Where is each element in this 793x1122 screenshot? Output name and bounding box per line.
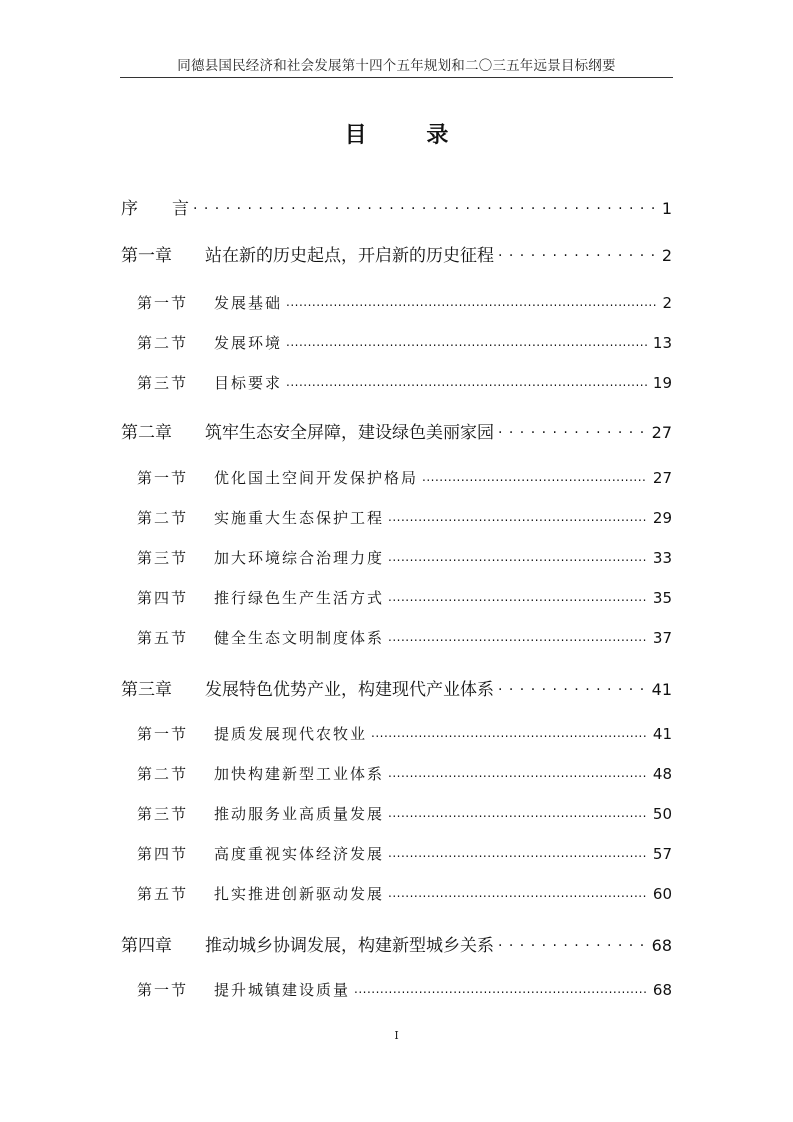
- toc-entry-label: 第五节: [137, 885, 189, 903]
- toc-section-entry[interactable]: [137, 843, 672, 864]
- toc-page-number: 2: [662, 294, 672, 312]
- toc-entry-title: 提质发展现代农牧业: [214, 725, 368, 743]
- toc-chapter-entry[interactable]: [121, 931, 672, 956]
- toc-section-entry[interactable]: [137, 467, 672, 488]
- toc-entry-title: 目标要求: [214, 374, 283, 392]
- toc-dot-leader: [371, 724, 647, 739]
- toc-entry-title: 推动服务业高质量发展: [214, 805, 385, 823]
- toc-dot-leader: [388, 804, 647, 819]
- toc-dot-leader: [498, 934, 646, 951]
- toc-section-entry[interactable]: [137, 587, 672, 608]
- toc-dot-leader: [286, 293, 656, 308]
- toc-page-number: 50: [652, 805, 672, 823]
- toc-page-number: 68: [651, 936, 672, 955]
- toc-entry-label: 第三节: [137, 549, 189, 567]
- toc-dot-leader: [388, 588, 647, 603]
- toc-page-number: 2: [661, 246, 672, 265]
- toc-section-entry[interactable]: [137, 979, 672, 1000]
- toc-page-number: 19: [652, 374, 672, 392]
- toc-section-entry[interactable]: [137, 723, 672, 744]
- toc-page-number: 27: [651, 423, 672, 442]
- toc-page-number: 60: [652, 885, 672, 903]
- toc-chapter-entry[interactable]: [121, 194, 672, 219]
- toc-entry-title: 发展环境: [214, 334, 283, 352]
- toc-entry-label: 第一节: [137, 981, 189, 999]
- toc-section-entry[interactable]: [137, 292, 672, 313]
- toc-entry-label: 第二节: [137, 765, 189, 783]
- toc-chapter-entry[interactable]: [121, 675, 672, 700]
- toc-page-number: 41: [652, 725, 672, 743]
- toc-entry-title: 加快构建新型工业体系: [214, 765, 385, 783]
- toc-page-number: 37: [652, 629, 672, 647]
- toc-dot-leader: [498, 244, 656, 261]
- toc-entry-title: 提升城镇建设质量: [214, 981, 351, 999]
- toc-entry-label: 第三节: [137, 374, 189, 392]
- toc-entry-title: 加大环境综合治理力度: [214, 549, 385, 567]
- toc-dot-leader: [388, 844, 647, 859]
- toc-chapter-entry[interactable]: [121, 418, 672, 443]
- toc-section-entry[interactable]: [137, 547, 672, 568]
- toc-dot-leader: [286, 373, 647, 388]
- toc-entry-title: 优化国土空间开发保护格局: [214, 469, 419, 487]
- toc-page-number: 27: [652, 469, 672, 487]
- toc-section-entry[interactable]: [137, 627, 672, 648]
- toc-entry-label: 第一节: [137, 725, 189, 743]
- page-title: 目 录: [344, 123, 475, 148]
- toc-page-number: 13: [652, 334, 672, 352]
- toc-dot-leader: [422, 468, 647, 483]
- toc-dot-leader: [388, 884, 647, 899]
- toc-entry-label: 第二章: [121, 423, 172, 443]
- toc-page-number: 68: [652, 981, 672, 999]
- toc-entry-title: 实施重大生态保护工程: [214, 509, 385, 527]
- toc-entry-label: 第三节: [137, 805, 189, 823]
- toc-entry-title: 推动城乡协调发展，构建新型城乡关系: [205, 936, 494, 956]
- toc-dot-leader: [286, 333, 647, 348]
- toc-page-number: 35: [652, 589, 672, 607]
- toc-dot-leader: [388, 764, 647, 779]
- toc-entry-label: 第三章: [121, 680, 172, 700]
- running-header: 同德县国民经济和社会发展第十四个五年规划和二〇三五年远景目标纲要: [177, 58, 616, 74]
- toc-entry-title: 站在新的历史起点，开启新的历史征程: [205, 246, 494, 266]
- toc-section-entry[interactable]: [137, 803, 672, 824]
- toc-entry-title: 推行绿色生产生活方式: [214, 589, 385, 607]
- toc-dot-leader: [388, 628, 647, 643]
- toc-section-entry[interactable]: [137, 507, 672, 528]
- toc-entry-label: 第二节: [137, 334, 189, 352]
- toc-page-number: 48: [652, 765, 672, 783]
- toc-entry-label: 序 言: [121, 199, 189, 219]
- page-number-footer: I: [394, 1029, 399, 1042]
- toc-page-number: 33: [652, 549, 672, 567]
- toc-entry-title: 高度重视实体经济发展: [214, 845, 385, 863]
- toc-page-number: 41: [651, 680, 672, 699]
- toc-entry-label: 第一节: [137, 294, 189, 312]
- toc-dot-leader: [193, 197, 656, 214]
- toc-entry-title: 发展基础: [214, 294, 283, 312]
- toc-entry-title: 健全生态文明制度体系: [214, 629, 385, 647]
- toc-entry-title: 筑牢生态安全屏障，建设绿色美丽家园: [205, 423, 494, 443]
- toc-section-entry[interactable]: [137, 332, 672, 353]
- toc-chapter-entry[interactable]: [121, 241, 672, 266]
- toc-entry-title: 扎实推进创新驱动发展: [214, 885, 385, 903]
- toc-page-number: 57: [652, 845, 672, 863]
- toc-dot-leader: [354, 980, 647, 995]
- toc-section-entry[interactable]: [137, 763, 672, 784]
- toc-dot-leader: [388, 508, 647, 523]
- toc-entry-label: 第四节: [137, 845, 189, 863]
- toc-page-number: 29: [652, 509, 672, 527]
- toc-section-entry[interactable]: [137, 372, 672, 393]
- toc-entry-label: 第一章: [121, 246, 172, 266]
- toc-entry-title: 发展特色优势产业，构建现代产业体系: [205, 680, 494, 700]
- toc-dot-leader: [388, 548, 647, 563]
- toc-entry-label: 第四节: [137, 589, 189, 607]
- toc-entry-label: 第五节: [137, 629, 189, 647]
- toc-dot-leader: [498, 678, 646, 695]
- toc-page-number: 1: [661, 199, 672, 218]
- toc-entry-label: 第二节: [137, 509, 189, 527]
- toc-section-entry[interactable]: [137, 883, 672, 904]
- toc-entry-label: 第四章: [121, 936, 172, 956]
- toc-dot-leader: [498, 421, 646, 438]
- toc-entry-label: 第一节: [137, 469, 189, 487]
